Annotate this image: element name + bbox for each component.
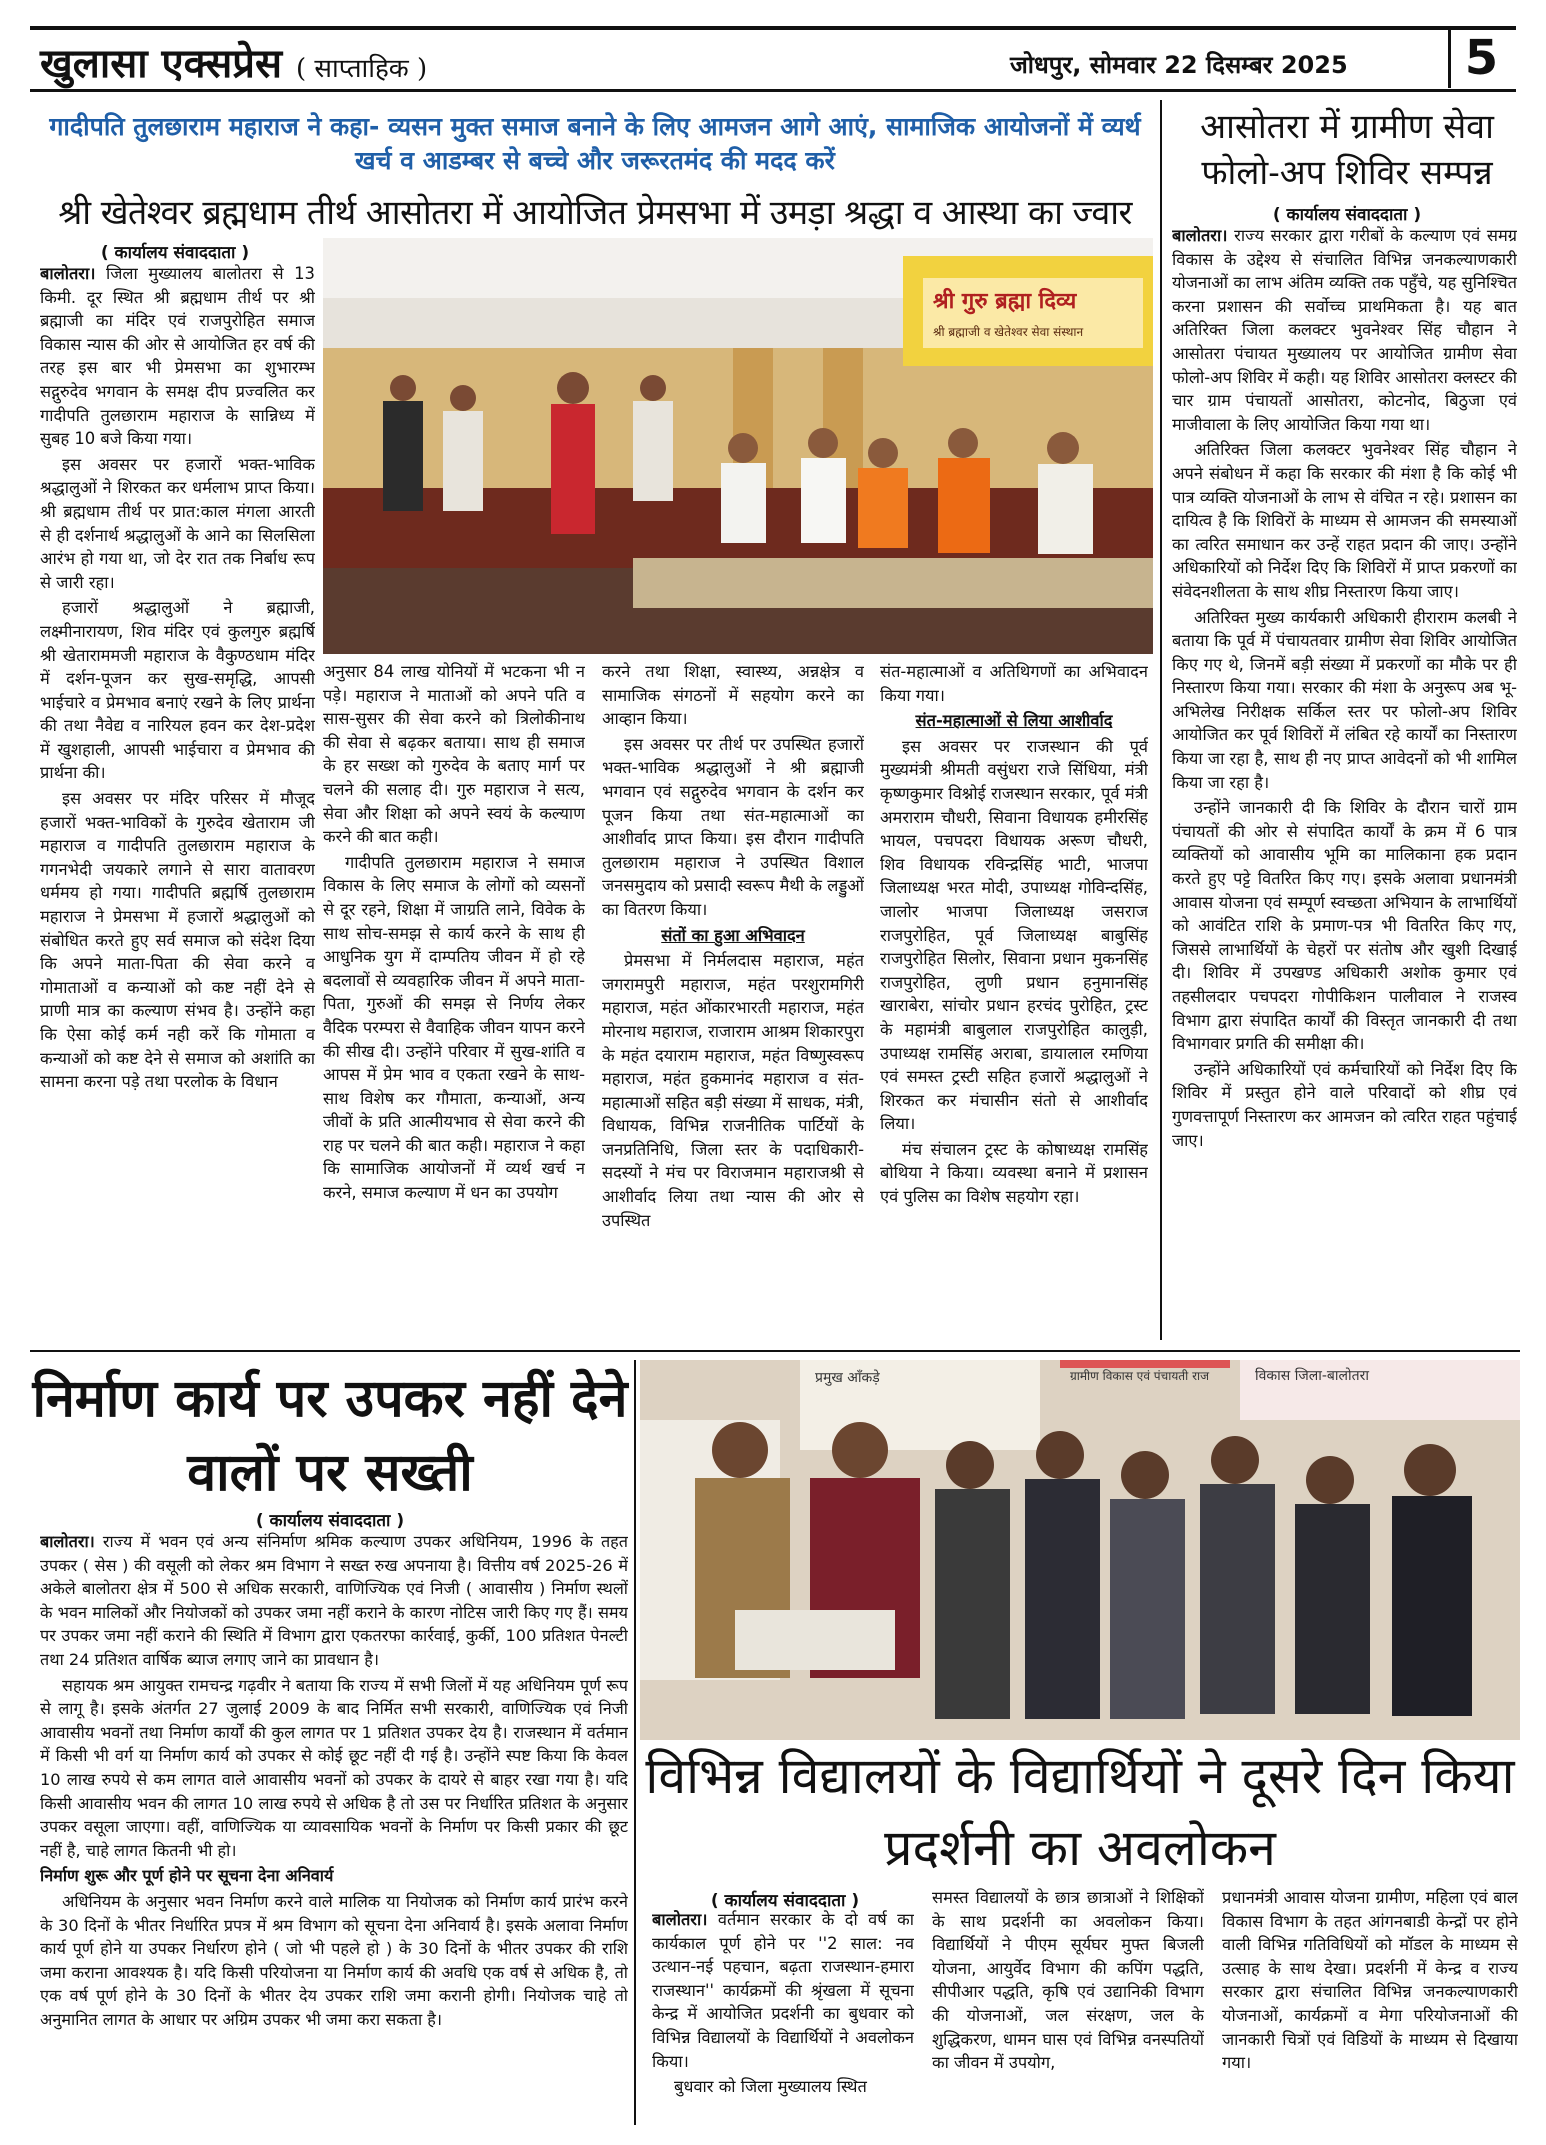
paragraph: अधिनियम के अनुसार भवन निर्माण करने वाले मालिक या नियोजक को निर्माण कार्य प्रारंभ करने के 30 दिनों के भीतर निर्धारित प्रपत्र में श्रम विभाग को सूचना देना अनिवार्य है। इसके अलावा निर्माण कार्य पूर्ण होने या उपकर निर्धारण होने ( जो भी पहले हो ) के 30 दिनों के भीतर उपकर की राशि जमा कराना आवश्यक है। यदि किसी परियोजना या निर्माण कार्य की अवधि एक वर्ष से अधिक है, तो एक वर्ष पूर्ण होने के 30 दिनों के भीतर देय उपकर राशि जमा करानी होगी। नियोजक चाहे तो अनुमानित लागत के आधार पर अग्रिम उपकर भी जमा करा सकता है। — [40, 1891, 628, 2029]
paragraph: मंच संचालन ट्रस्ट के कोषाध्यक्ष रामसिंह बोथिया ने किया। व्यवस्था बनाने में प्रशासन एवं पुलिस का विशेष सहयोग रहा। — [880, 1139, 1148, 1207]
svg-text:प्रमुख आँकड़े: प्रमुख आँकड़े — [815, 1370, 880, 1386]
paragraph: इस अवसर पर तीर्थ पर उपस्थित हजारों भक्त-भाविक श्रद्धालुओं ने श्री ब्रह्माजी भगवान एवं सद्गुरुदेव भगवान के दर्शन कर पूजन किया तथा संत-महात्माओं का आशीर्वाद प्राप्त किया। इस दौरान गादीपति तुलछाराम महाराज ने उपस्थित विशाल जनसमुदाय को प्रसादी स्वरूप मैथी के लड्डुओं का वितरण किया। — [602, 734, 864, 919]
school-column-2 — [932, 1886, 1204, 2123]
paragraph: प्रेमसभा में निर्मलदास महाराज, महंत जगरामपुरी महाराज, महंत परशुरामगिरी महाराज, महंत ओंकारभारती महाराज, महंत मोरनाथ महाराज, राजाराम आश्रम शिकारपुरा के महंत दयाराम महाराज, महंत विष्णुस्वरूप महाराज, महंत हुकमानंद महाराज व संत-महात्माओं सहित बड़ी संख्या में साधक, मंत्री, विधायक, विभिन्न राजनीतिक पार्टियों के जनप्रतिनिधि, जिला स्तर के पदाधिकारी-सदस्यों ने मंच पर विराजमान महाराजश्री से आशीर्वाद लिया तथा न्यास की ओर से उपस्थित — [602, 951, 864, 1230]
paragraph: बालोतरा। राज्य सरकार द्वारा गरीबों के कल्याण एवं समग्र विकास के उद्देश्य से संचालित विभिन्न जनकल्याणकारी योजनाओं का लाभ अंतिम व्यक्ति तक पहुँचे, यह सुनिश्चित करना प्रशासन की सर्वोच्च प्राथमिकता है। यह बात अतिरिक्त जिला कलक्टर भुवनेश्वर सिंह चौहान ने आसोतरा पंचायत मुख्यालय पर आयोजित ग्रामीण सेवा फोलो-अप शिविर में कही। यह शिविर आसोतरा क्लस्टर की चार ग्राम पंचायतों आसोतरा, कोटनोद, बिठुजा एवं माजीवाला के लिए आयोजित किया गया था। — [1172, 226, 1517, 434]
main-column-3 — [602, 660, 864, 1345]
exhibition-photo — [640, 1360, 1520, 1740]
side-headline: आसोतरा में ग्रामीण सेवा फोलो-अप शिविर सम्पन्न — [1200, 107, 1494, 193]
main-column-4 — [880, 660, 1148, 1345]
school-byline: ( कार्यालय संवाददाता ) — [710, 1891, 860, 1911]
paragraph: गादीपति तुलछाराम महाराज ने समाज विकास के लिए समाज के लोगों को व्यसनों से दूर रहने, शिक्षा में जाग्रति लाने, विवेक के साथ सोच-समझ से कार्य करने के साथ ही आधुनिक युग में दाम्पतिय जीवन में हो रहे बदलावों से व्यवहारिक जीवन में अपने माता-पिता, गुरुओं की समझ से निर्णय लेकर वैदिक परम्परा से वैवाहिक जीवन यापन करने की सीख दी। उन्होंने परिवार में सुख-शांति व आपस में प्रेम भाव व एकता रखने के साथ-साथ विशेष कर गौमाता, कन्याओं, अन्य जीवों के प्रति आत्मीयभाव से सेवा करने की राह पर चलने की बात कही। महाराज ने कहा कि सामाजिक आयोजनों में व्यर्थ खर्च न करने, समाज कल्याण में धन का उपयोग — [323, 852, 585, 1203]
paragraph: करने तथा शिक्षा, स्वास्थ्य, अन्नक्षेत्र व सामाजिक संगठनों में सहयोग करने का आव्हान किया। — [602, 662, 864, 729]
paragraph: बुधवार को जिला मुख्यालय स्थित — [674, 2077, 867, 2097]
main-column-1 — [40, 262, 315, 1342]
main-headline: श्री खेतेश्वर ब्रह्मधाम तीर्थ आसोतरा में आयोजित प्रेमसभा में उमड़ा श्रद्धा व आस्था का ज्वार — [58, 193, 1132, 233]
dateline: जोधपुर, सोमवार 22 दिसम्बर 2025 — [1010, 51, 1348, 79]
paragraph: उन्होंने जानकारी दी कि शिविर के दौरान चारों ग्राम पंचायतों की ओर से संपादित कार्यों के क्रम में 6 पात्र व्यक्तियों को आवासीय भूमि का मालिकाना हक प्रदान करते हुए पट्टे वितरित किए गए। इसके अलावा प्रधानमंत्री आवास योजना एवं सम्पूर्ण स्वच्छता अभियान के लाभार्थियों को आवंटित राशि के प्रमाण-पत्र भी वितरित किए गए, जिससे लाभार्थियों के चेहरों पर संतोष और खुशी दिखाई दी। शिविर में उपखण्ड अधिकारी अशोक कुमार एवं तहसीलदार पचपदरा गोपीकिशन पालीवाल ने राजस्व विभाग द्वारा संपादित कार्यों की विस्तृत जानकारी दी तथा विभागवार प्रगति की समीक्षा की। — [1172, 798, 1517, 1054]
paper-name-text: खुलासा एक्सप्रेस — [40, 40, 283, 87]
section-divider — [30, 1350, 1520, 1352]
main-deck: गादीपति तुलछाराम महाराज ने कहा- व्यसन मुक्त समाज बनाने के लिए आमजन आगे आएं, सामाजिक आयोजनों में व्यर्थ खर्च व आडम्बर से बच्चे और जरूरतमंद की मदद करें — [49, 112, 1141, 175]
paragraph: इस अवसर पर हजारों भक्त-भाविक श्रद्धालुओं ने शिरकत कर धर्मलाभ प्राप्त किया। श्री ब्रह्मधाम तीर्थ पर प्रात:काल मंगला आरती से ही दर्शनार्थ श्रद्धालुओं के आने का सिलसिला आरंभ हो गया था, जो देर रात तक निर्बाध रूप से जारी रहा। — [40, 454, 315, 592]
column-divider — [1160, 100, 1162, 1340]
school-headline: विभिन्न विद्यालयों के विद्यार्थियों ने दूसरे दिन किया प्रदर्शनी का अवलोकन — [640, 1740, 1520, 1884]
stage-photo-image — [323, 238, 1153, 654]
subheading: संत-महात्माओं से लिया आशीर्वाद — [915, 711, 1113, 731]
paragraph: समस्त विद्यालयों के छात्र छात्राओं ने शिक्षिकों के साथ प्रदर्शनी का अवलोकन किया। विद्यार्थियों ने पीएम सूर्यघर मुफ्त बिजली योजना, आयुर्वेद विभाग की कपिंग पद्धति, सीपीआर पद्धति, कृषि एवं उद्यानिकी विभाग की योजनाओं, जल संरक्षण, जल के शुद्धिकरण, धामन घास एवं विभिन्न वनस्पतियों का जीवन में उपयोग, — [932, 1888, 1204, 2073]
column-divider — [634, 1360, 636, 2125]
paragraph: बालोतरा। वर्तमान सरकार के दो वर्ष का कार्यकाल पूर्ण होने पर ''2 साल: नव उत्थान-नई पहचान, बढ़ता राजस्थान-हमारा राजस्थान'' कार्यक्रमों की श्रृंखला में सूचना केन्द्र में आयोजित प्रदर्शनी का बुधवार को विभिन्न विद्यालयों के विद्यार्थियों ने अवलोकन किया। — [652, 1910, 914, 2071]
paragraph: बालोतरा। राज्य में भवन एवं अन्य संनिर्माण श्रमिक कल्याण उपकर अधिनियम, 1996 के तहत उपकर ( सेस ) की वसूली को लेकर श्रम विभाग ने सख्त रुख अपनाया है। वित्तीय वर्ष 2025-26 में अकेले बालोतरा क्षेत्र में 500 से अधिक सरकारी, वाणिज्यिक एवं निजी ( आवासीय ) निर्माण स्थलों के भवन मालिकों और नियोजकों को उपकर जमा नहीं कराने के कारण नोटिस जारी किए गए हैं। समय पर उपकर जमा नहीं कराने की स्थिति में विभाग द्वारा एकतरफा कार्रवाई, कुर्की, 100 प्रतिशत पेनल्टी तथा 24 प्रतिशत वार्षिक ब्याज लगाए जाने का प्रावधान है। — [40, 1532, 628, 1669]
subheading: संतों का हुआ अभिवादन — [661, 925, 805, 945]
paragraph: प्रधानमंत्री आवास योजना ग्रामीण, महिला एवं बाल विकास विभाग के तहत आंगनबाडी केन्द्रों पर होने वाली विभिन्न गतिविधियों को मॉडल के माध्यम से उत्साह के साथ देखा। प्रदर्शनी में केन्द्र व राज्य सरकार द्वारा संचालित विभिन्न जनकल्याणकारी योजनाओं, कार्यक्रमों व मेगा परियोजनाओं की जानकारी चित्रों एवं विडियों के माध्यम से दिखाया गया। — [1222, 1888, 1518, 2073]
paragraph: इस अवसर पर मंदिर परिसर में मौजूद हजारों भक्त-भाविकों के गुरुदेव खेताराम जी महाराज व गादीपति तुलछाराम महाराज के गगनभेदी जयकारे लगाने से सारा वातावरण धर्ममय हो गया। गादीपति ब्रह्मर्षि तुलछाराम महाराज ने प्रेमसभा में हजारों श्रद्धालुओं को संबोधित करते हुए सर्व समाज को संदेश दिया कि अपने माता-पिता की सेवा करने व गोमाताओं व कन्याओं को कष्ट नहीं देने से प्राणी मात्र का कल्याण संभव है। उन्होंने कहा कि ऐसा कोई कर्म नही करें कि गोमाता व कन्याओं को कष्ट देने से समाज को अशांति का सामना करना पड़े तथा परलोक के विधान — [40, 789, 315, 1092]
main-byline: ( कार्यालय संवाददाता ) — [100, 243, 250, 263]
exhibition-photo-image — [640, 1360, 1520, 1740]
cess-headline: निर्माण कार्य पर उपकर नहीं देने वालों पर सख्ती — [32, 1368, 628, 1503]
paper-name — [40, 34, 427, 89]
edition-label: ( साप्ताहिक ) — [295, 54, 428, 84]
paragraph: सहायक श्रम आयुक्त रामचन्द्र गढ़वीर ने बताया कि राज्य में सभी जिलों में यह अधिनियम पूर्ण रूप से लागू है। इसके अंतर्गत 27 जुलाई 2009 के बाद निर्मित सभी सरकारी, वाणिज्यिक एवं निजी आवासीय भवनों तथा निर्माण कार्यों की कुल लागत पर 1 प्रतिशत उपकर देय है। राजस्थान में वर्तमान में किसी भी वर्ग या निर्माण कार्य को उपकर से कोई छूट नहीं दी गई है। उन्होंने स्पष्ट किया कि केवल 10 लाख रुपये से कम लागत वाले आवासीय भवनों को उपकर के दायरे से बाहर रखा गया है। यदि किसी आवासीय भवन की लागत 10 लाख रुपये से अधिक है तो उस पर निर्धारित प्रतिशत के अनुसार उपकर वसूला जाएगा। वहीं, वाणिज्यिक या व्यावसायिक भवनों के निर्माण पर किसी प्रकार की छूट नहीं है, चाहे लागत कितनी भी हो। — [40, 1675, 628, 1860]
svg-text:ग्रामीण विकास एवं पंचायती राज: ग्रामीण विकास एवं पंचायती राज — [1070, 1369, 1209, 1383]
stage-photo — [323, 238, 1153, 654]
svg-text:श्री गुरु ब्रह्मा दिव्य: श्री गुरु ब्रह्मा दिव्य — [933, 289, 1077, 314]
school-column-1 — [652, 1908, 914, 2123]
paragraph: इस अवसर पर राजस्थान की पूर्व मुख्यमंत्री श्रीमती वसुंधरा राजे सिंधिया, मंत्री कृष्णकुमार विश्नोई राजस्थान सरकार, पूर्व मंत्री अमराराम चौधरी, सिवाना विधायक हमीरसिंह भायल, पचपदरा विधायक अरूण चौधरी, शिव विधायक रविन्द्रसिंह भाटी, भाजपा जिलाध्यक्ष भरत मोदी, उपाध्यक्ष गोविन्दसिंह, जालोर भाजपा जिलाध्यक्ष जसराज राजपुरोहित, पूर्व जिलाध्यक्ष बाबुसिंह राजपुरोहित सिलोर, सिवाना प्रधान मुकनसिंह राजपुरोहित, लुणी प्रधान हनुमानसिंह खाराबेरा, सांचोर प्रधान हरचंद पुरोहित, ट्रस्ट के महामंत्री बाबुलाल राजपुरोहित कालुड़ी, उपाध्यक्ष रामसिंह अराबा, डायालाल रमणिया एवं समस्त ट्रस्टी सहित हजारों श्रद्धालुओं ने शिरकत कर मंचासीन संतो से आशीर्वाद लिया। — [880, 736, 1148, 1134]
side-story-body — [1172, 224, 1517, 1344]
paragraph: संत-महात्माओं व अतिथिगणों का अभिवादन किया गया। — [880, 662, 1148, 705]
svg-text:श्री ब्रह्माजी व खेतेश्वर सेवा: श्री ब्रह्माजी व खेतेश्वर सेवा संस्थान — [933, 325, 1084, 339]
main-column-2 — [323, 660, 585, 1345]
school-column-3 — [1222, 1886, 1518, 2123]
paragraph: हजारों श्रद्धालुओं ने ब्रह्माजी, लक्ष्मीनारायण, शिव मंदिर एवं कुलगुरु ब्रह्मर्षि श्री खेताराममजी महाराज के वैकुण्ठधाम मंदिर में दर्शन-पूजन कर सुख-समृद्धि, आपसी भाईचारे व प्रेमभाव बनाएं रखने के लिए प्रार्थना की तथा नैवेद्य व नारियल हवन कर देश-प्रदेश में खुशहाली, आपसी भाईचारा व प्रेमभाव की प्रार्थना की। — [40, 598, 315, 783]
cess-byline: ( कार्यालय संवाददाता ) — [255, 1511, 405, 1531]
cess-story-body — [40, 1530, 628, 2120]
svg-text:विकास जिला-बालोतरा: विकास जिला-बालोतरा — [1255, 1368, 1369, 1384]
paragraph: अतिरिक्त जिला कलक्टर भुवनेश्वर सिंह चौहान ने अपने संबोधन में कहा कि सरकार की मंशा है कि कोई भी पात्र व्यक्ति योजनाओं के लाभ से वंचित न रहे। प्रशासन का दायित्व है कि शिविरों के माध्यम से आमजन की समस्याओं का त्वरित समाधान कर उन्हें राहत प्रदान की जाए। उन्होंने अधिकारियों को निर्देश दिए कि शिविरों में प्राप्त प्रकरणों का संवेदनशीलता के साथ शीघ्र निस्तारण किया जाए। — [1172, 440, 1517, 601]
side-byline: ( कार्यालय संवाददाता ) — [1272, 205, 1422, 225]
paragraph: अतिरिक्त मुख्य कार्यकारी अधिकारी हीराराम कलबी ने बताया कि पूर्व में पंचायतवार ग्रामीण सेवा शिविर आयोजित किए गए थे, जिनमें बड़ी संख्या में प्रकरणों का मौके पर ही निस्तारण किया गया। सरकार की मंशा के अनुरूप अब भू-अभिलेख निरीक्षक सर्किल स्तर पर फोलो-अप शिविर आयोजित कर पूर्व शिविरों में लंबित रहे कार्यों का निस्तारण किया जा रहा है, साथ ही नए प्राप्त आवेदनों को भी शामिल किया जा रहा है। — [1172, 607, 1517, 792]
paragraph: बालोतरा। जिला मुख्यालय बालोतरा से 13 किमी. दूर स्थित श्री ब्रह्मधाम तीर्थ पर श्री ब्रह्माजी का मंदिर एवं राजपुरोहित समाज विकास न्यास की ओर से आयोजित हर वर्ष की तरह इस बार भी प्रेमसभा का शुभारम्भ सद्गुरुदेव भगवान के समक्ष दीप प्रज्वलित कर गादीपति तुलछाराम महाराज के सान्निध्य में सुबह 10 बजे किया गया। — [40, 264, 315, 449]
subheading: निर्माण शुरू और पूर्ण होने पर सूचना देना अनिवार्य — [40, 1866, 334, 1886]
paragraph: अनुसार 84 लाख योनियों में भटकना भी न पड़े। महाराज ने माताओं को अपने पति व सास-सुसर की सेवा करने को त्रिलोकीनाथ की सेवा से बढ़कर बताया। साथ ही समाज के हर सख्श को गुरुदेव के बताए मार्ग पर चलने की सलाह दी। गुरु महाराज ने सत्य, सेवा और शिक्षा को अपने स्वयं के कल्याण करने की बात कही। — [323, 662, 585, 847]
page-number: 5 — [1448, 28, 1512, 88]
paragraph: उन्होंने अधिकारियों एवं कर्मचारियों को निर्देश दिए कि शिविर में प्रस्तुत होने वाले परिवादों को शीघ्र एवं गुणवत्तापूर्ण निस्तारण कर आमजन को त्वरित राहत पहुंचाई जाए। — [1172, 1059, 1517, 1150]
